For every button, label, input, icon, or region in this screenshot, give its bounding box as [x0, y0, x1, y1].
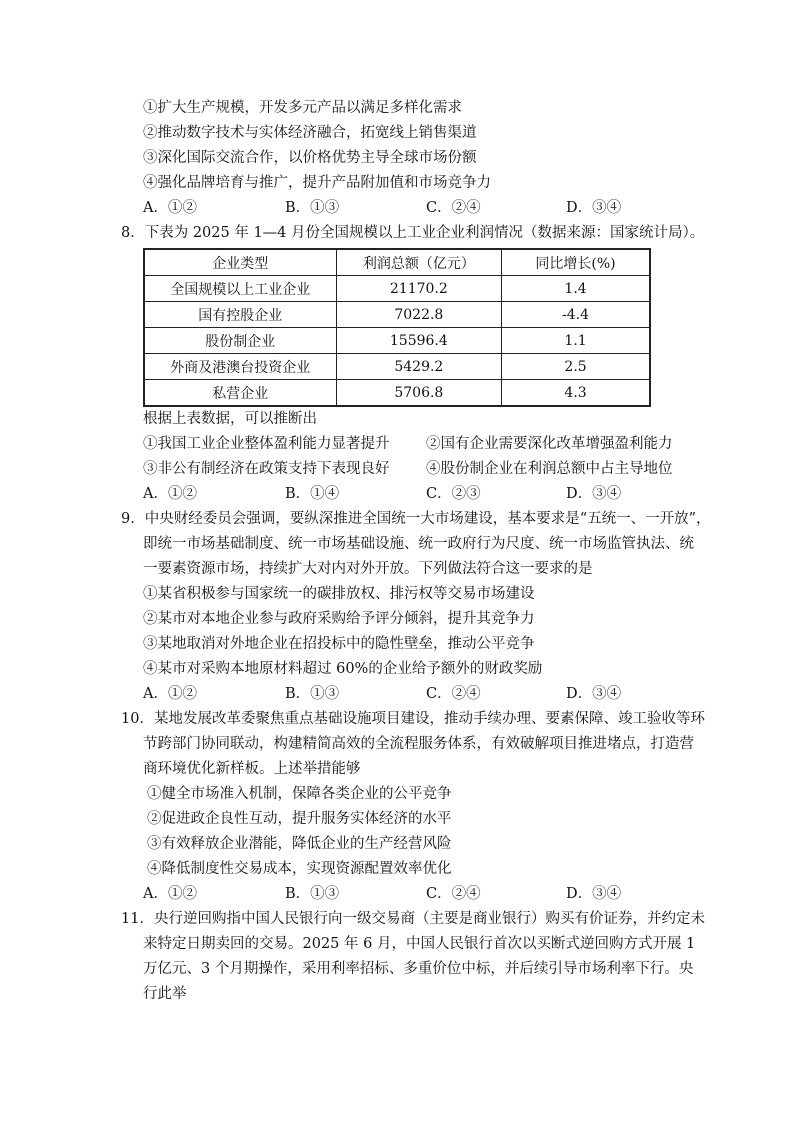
q10-stem-line-2: 节跨部门协同联动，构建精简高效的全流程服务体系，有效破解项目推进堵点，打造营: [143, 736, 694, 752]
table-row: [144, 354, 650, 380]
table-cell: 国有控股企业: [144, 302, 336, 328]
q10-option-c: C．②④: [426, 886, 481, 902]
table-row: [144, 328, 650, 354]
table-cell: 5706.8: [336, 380, 501, 407]
q9-option-c: C．②④: [426, 686, 481, 702]
q9-stem-line-3: 一要素资源市场，持续扩大对内对外开放。下列做法符合这一要求的是: [143, 561, 593, 577]
q10-item-1: ①健全市场准入机制，保障各类企业的公平竞争: [147, 786, 452, 802]
q11-stem-line-2: 来特定日期卖回的交易。2025 年 6 月，中国人民银行首次以买断式逆回购方式开展 1: [143, 936, 696, 952]
table-row: [144, 380, 650, 407]
table-header-row: [144, 249, 650, 276]
q10-option-d: D．③④: [566, 886, 622, 902]
q9-item-1: ①某省积极参与国家统一的碳排放权、排污权等交易市场建设: [143, 586, 535, 602]
table-cell: 私营企业: [144, 380, 336, 407]
q10-stem-line-1: 10．某地发展改革委聚焦重点基础设施项目建设，推动手续办理、要素保障、竣工验收等环: [121, 711, 705, 727]
table-cell: 1.4: [502, 276, 650, 302]
q11-stem-line-4: 行此举: [143, 986, 187, 1002]
q9-option-a: A．①②: [143, 686, 197, 702]
q9-item-3: ③某地取消对外地企业在招投标中的隐性壁垒，推动公平竞争: [143, 636, 535, 652]
q10-option-b: B．①③: [285, 886, 340, 902]
table-row: [144, 276, 650, 302]
q8-option-c: C．②③: [426, 486, 481, 502]
q11-stem-line-3: 万亿元、3 个月期操作，采用利率招标、多重价位中标，并后续引导市场利率下行。央: [143, 961, 694, 977]
q7-option-d: D．③④: [566, 200, 622, 216]
table-cell: 15596.4: [336, 328, 501, 354]
q7-item-3: ③深化国际交流合作，以价格优势主导全球市场份额: [143, 150, 477, 166]
profit-table: [143, 248, 651, 407]
q9-option-d: D．③④: [566, 686, 622, 702]
table-row: [144, 302, 650, 328]
q7-item-1: ①扩大生产规模，开发多元产品以满足多样化需求: [143, 100, 462, 116]
q8-lead: 根据上表数据，可以推断出: [143, 411, 317, 427]
table-cell: 1.1: [502, 328, 650, 354]
table-cell: 2.5: [502, 354, 650, 380]
q8-item-3: ③非公有制经济在政策支持下表现良好: [143, 461, 390, 477]
q9-item-4: ④某市对采购本地原材料超过 60%的企业给予额外的财政奖励: [143, 661, 543, 677]
q8-item-1: ①我国工业企业整体盈利能力显著提升: [143, 436, 390, 452]
table-cell: 股份制企业: [144, 328, 336, 354]
table-cell: 7022.8: [336, 302, 501, 328]
table-cell: 5429.2: [336, 354, 501, 380]
table-header-cell: 企业类型: [144, 249, 336, 276]
q7-option-c: C．②④: [426, 200, 481, 216]
q8-option-d: D．③④: [566, 486, 622, 502]
q9-stem-line-1: 9．中央财经委员会强调，要纵深推进全国统一大市场建设，基本要求是“五统一、一开放”，: [121, 511, 711, 527]
q8-item-4: ④股份制企业在利润总额中占主导地位: [426, 461, 673, 477]
table-cell: -4.4: [502, 302, 650, 328]
q7-option-b: B．①③: [285, 200, 340, 216]
q7-item-2: ②推动数字技术与实体经济融合，拓宽线上销售渠道: [143, 125, 477, 141]
q8-item-2: ②国有企业需要深化改革增强盈利能力: [426, 436, 673, 452]
q7-item-4: ④强化品牌培育与推广，提升产品附加值和市场竞争力: [143, 175, 491, 191]
q9-stem-line-2: 即统一市场基础制度、统一市场基础设施、统一政府行为尺度、统一市场监管执法、统: [143, 536, 694, 552]
q8-stem: 8．下表为 2025 年 1—4 月份全国规模以上工业企业利润情况（数据来源：国家统计局）。: [121, 225, 705, 241]
table-header-cell: 利润总额（亿元）: [336, 249, 501, 276]
q11-stem-line-1: 11．央行逆回购指中国人民银行向一级交易商（主要是商业银行）购买有价证券，并约定未: [121, 911, 705, 927]
table-header-cell: 同比增长(%): [502, 249, 650, 276]
q7-option-a: A．①②: [143, 200, 197, 216]
q9-item-2: ②某市对本地企业参与政府采购给予评分倾斜，提升其竞争力: [143, 611, 535, 627]
q9-option-b: B．①③: [285, 686, 340, 702]
q10-item-2: ②促进政企良性互动，提升服务实体经济的水平: [147, 811, 452, 827]
q10-item-4: ④降低制度性交易成本，实现资源配置效率优化: [147, 861, 452, 877]
q10-item-3: ③有效释放企业潜能，降低企业的生产经营风险: [147, 836, 452, 852]
q8-option-a: A．①②: [143, 486, 197, 502]
table-cell: 全国规模以上工业企业: [144, 276, 336, 302]
table-cell: 外商及港澳台投资企业: [144, 354, 336, 380]
q10-option-a: A．①②: [143, 886, 197, 902]
q8-option-b: B．①④: [285, 486, 340, 502]
table-cell: 4.3: [502, 380, 650, 407]
q10-stem-line-3: 商环境优化新样板。上述举措能够: [143, 761, 361, 777]
table-cell: 21170.2: [336, 276, 501, 302]
